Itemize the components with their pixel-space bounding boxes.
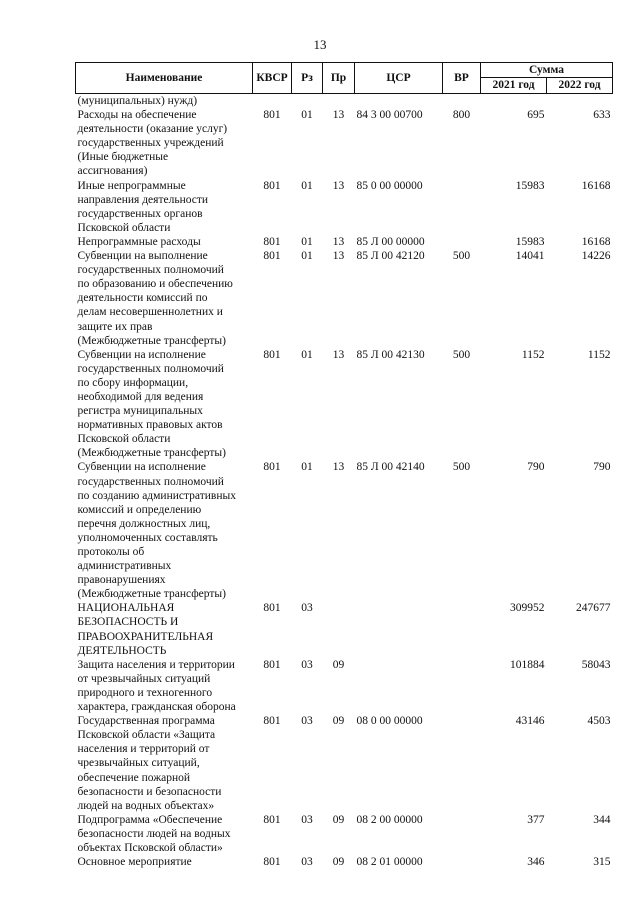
row-name-line: деятельности комиссий по <box>77 292 208 305</box>
row-vr: 500 <box>452 250 471 263</box>
row-name-line: необходимой для ведения <box>77 390 204 403</box>
table-body <box>76 94 613 870</box>
row-sum-2021: 790 <box>527 461 545 474</box>
row-name-line: характера, гражданская оборона <box>77 701 236 714</box>
header-vr: ВР <box>443 63 481 94</box>
row-vr <box>443 179 481 235</box>
header-pr: Пр <box>323 63 355 94</box>
row-rz: 01 <box>301 250 313 263</box>
header-csr: ЦСР <box>355 63 443 94</box>
table-row <box>76 855 613 869</box>
row-vr <box>443 855 481 869</box>
header-rz: Рз <box>292 63 323 94</box>
row-name-line: нормативных правовых актов <box>77 419 223 432</box>
table-row <box>76 179 613 235</box>
row-name-line: государственных учреждений <box>77 137 224 150</box>
table-row <box>76 658 613 714</box>
row-vr <box>443 601 481 657</box>
row-name-line: перечня должностных лиц, <box>77 517 211 530</box>
row-name-line: от чрезвычайных ситуаций <box>77 672 211 685</box>
row-name-line: (Межбюджетные трансферты) <box>77 588 226 601</box>
row-name <box>76 813 253 855</box>
row-csr <box>355 658 443 714</box>
row-vr <box>443 658 481 714</box>
row-name <box>76 235 253 249</box>
row-pr <box>323 601 355 657</box>
row-sum-2021: 695 <box>527 109 545 122</box>
row-csr: 85 Л 00 42120 <box>356 250 425 263</box>
row-sum-2021: 14041 <box>515 250 545 263</box>
row-name-line: Подпрограмма «Обеспечение <box>77 813 223 826</box>
row-vr <box>443 235 481 249</box>
row-rz: 03 <box>301 813 313 826</box>
row-vr: 500 <box>452 461 471 474</box>
row-name-line: Субвенции на исполнение <box>77 461 206 474</box>
header-sum: Сумма <box>481 63 613 78</box>
row-sum-2021: 15983 <box>515 235 545 248</box>
row-name-line: Псковской области <box>77 433 171 446</box>
row-csr <box>355 94 443 109</box>
row-name-line: БЕЗОПАСНОСТЬ И <box>77 616 179 629</box>
row-csr: 08 0 00 00000 <box>356 715 423 728</box>
row-name-line: безопасности и безопасности <box>77 785 222 798</box>
row-name-line: Защита населения и территории <box>77 658 235 671</box>
row-rz: 03 <box>301 715 313 728</box>
header-year-2022: 2022 год <box>547 78 613 94</box>
row-sum-2022: 633 <box>593 109 611 122</box>
row-name-line: протоколы об <box>77 546 145 558</box>
row-name-line: государственных полномочий <box>77 362 224 375</box>
row-sum-2021: 15983 <box>515 179 545 192</box>
row-name-line: по созданию административных <box>77 489 236 502</box>
row-sum-2022: 58043 <box>581 658 611 671</box>
row-rz <box>292 94 323 109</box>
row-sum-2022: 315 <box>593 856 611 869</box>
table-row <box>76 714 613 813</box>
row-name <box>76 601 253 657</box>
row-kvsr: 801 <box>263 109 281 122</box>
table-row <box>76 108 613 178</box>
row-pr: 13 <box>332 461 345 474</box>
row-csr: 85 Л 00 42130 <box>356 348 425 361</box>
row-kvsr: 801 <box>263 348 281 361</box>
row-kvsr: 801 <box>263 235 281 248</box>
row-name-line: регистра муниципальных <box>77 405 203 418</box>
row-name-line: безопасности людей на водных <box>77 827 231 840</box>
row-name <box>76 714 253 813</box>
row-name-line: Субвенции на выполнение <box>77 250 208 263</box>
row-vr <box>443 813 481 855</box>
row-pr: 13 <box>332 348 345 361</box>
row-rz: 03 <box>301 602 313 615</box>
row-name <box>76 460 253 601</box>
row-sum-2022: 16168 <box>581 235 611 248</box>
row-vr: 500 <box>452 348 471 361</box>
row-name-line: правонарушениях <box>77 574 166 587</box>
table-row <box>76 94 613 109</box>
row-kvsr: 801 <box>263 250 281 263</box>
row-csr: 85 0 00 00000 <box>356 179 423 192</box>
row-name-line: (муниципальных) нужд) <box>77 95 198 107</box>
row-pr: 09 <box>332 813 345 826</box>
row-vr <box>443 94 481 109</box>
row-name-line: людей на водных объектах» <box>77 799 215 812</box>
row-csr: 85 Л 00 00000 <box>356 235 425 248</box>
row-vr <box>443 714 481 813</box>
row-name-line: государственных полномочий <box>77 264 224 277</box>
row-sum-2022 <box>547 94 613 109</box>
row-name-line: по сбору информации, <box>77 376 189 389</box>
row-name-line: обеспечение пожарной <box>77 771 191 784</box>
row-sum-2021: 309952 <box>510 602 545 615</box>
row-name-line: защите их прав <box>77 320 153 333</box>
budget-table <box>75 62 613 869</box>
row-name-line: Непрограммные расходы <box>77 235 201 248</box>
row-kvsr: 801 <box>263 658 281 671</box>
row-sum-2022: 1152 <box>587 348 611 361</box>
table-row <box>76 601 613 657</box>
row-kvsr: 801 <box>263 715 281 728</box>
row-name-line: Иные непрограммные <box>77 179 186 192</box>
row-rz: 03 <box>301 658 313 671</box>
row-csr: 08 2 00 00000 <box>356 813 423 826</box>
row-rz: 01 <box>301 461 313 474</box>
row-name-line: (Иные бюджетные <box>77 151 169 164</box>
table-row <box>76 460 613 601</box>
row-kvsr <box>253 94 292 109</box>
row-name-line: направления деятельности <box>77 193 209 206</box>
row-name-line: (Межбюджетные трансферты) <box>77 334 226 347</box>
row-name-line: государственных полномочий <box>77 475 224 488</box>
row-sum-2022: 247677 <box>576 602 611 615</box>
row-name-line: государственных органов <box>77 207 203 220</box>
row-sum-2021 <box>481 94 547 109</box>
table-row <box>76 235 613 249</box>
row-sum-2022: 790 <box>593 461 611 474</box>
table-row <box>76 813 613 855</box>
row-name <box>76 179 253 235</box>
header-name: Наименование <box>76 63 253 94</box>
row-name-line: Расходы на обеспечение <box>77 109 197 122</box>
row-sum-2022: 4503 <box>587 715 611 728</box>
page-number: 13 <box>313 37 327 52</box>
row-pr: 09 <box>332 715 345 728</box>
row-vr: 800 <box>452 109 471 122</box>
row-name-line: ПРАВООХРАНИТЕЛЬНАЯ <box>77 630 214 643</box>
row-rz: 01 <box>301 235 313 248</box>
header-year-2021: 2021 год <box>481 78 547 94</box>
row-name-line: по образованию и обеспечению <box>77 278 233 291</box>
row-pr: 09 <box>332 658 345 671</box>
row-name-line: Государственная программа <box>77 715 215 728</box>
row-name-line: ДЕЯТЕЛЬНОСТЬ <box>77 644 167 657</box>
row-csr: 08 2 01 00000 <box>356 856 423 869</box>
row-name-line: административных <box>77 560 172 573</box>
row-pr: 13 <box>332 235 345 248</box>
row-rz: 01 <box>301 348 313 361</box>
row-name-line: делам несовершеннолетних и <box>77 306 223 319</box>
row-name <box>76 658 253 714</box>
row-name <box>76 108 253 178</box>
row-name-line: ассигнования) <box>77 165 148 178</box>
row-sum-2022: 14226 <box>581 250 611 263</box>
row-rz: 01 <box>301 179 313 192</box>
row-kvsr: 801 <box>263 813 281 826</box>
table-row <box>76 348 613 461</box>
row-name-line: Субвенции на исполнение <box>77 348 206 361</box>
row-name-line: деятельности (оказание услуг) <box>77 123 228 136</box>
table-row <box>76 249 613 348</box>
row-name-line: НАЦИОНАЛЬНАЯ <box>77 602 175 615</box>
row-csr: 84 3 00 00700 <box>356 109 423 122</box>
header-kvsr: КВСР <box>253 63 292 94</box>
row-sum-2021: 377 <box>527 813 545 826</box>
row-name <box>76 94 253 109</box>
row-pr: 13 <box>332 179 345 192</box>
row-name-line: (Межбюджетные трансферты) <box>77 447 226 460</box>
row-sum-2022: 344 <box>593 813 611 826</box>
row-name-line: населения и территорий от <box>77 743 210 756</box>
row-kvsr: 801 <box>263 179 281 192</box>
row-kvsr: 801 <box>263 461 281 474</box>
row-name-line: Основное мероприятие <box>77 856 192 869</box>
row-name-line: Псковской области <box>77 221 171 234</box>
row-name <box>76 249 253 348</box>
row-name-line: уполномоченных составлять <box>77 531 218 544</box>
row-pr <box>323 94 355 109</box>
row-pr: 09 <box>332 856 345 869</box>
row-name-line: Псковской области «Защита <box>77 729 216 742</box>
row-csr: 85 Л 00 42140 <box>356 461 425 474</box>
row-name-line: чрезвычайных ситуаций, <box>77 757 200 770</box>
row-kvsr: 801 <box>263 602 281 615</box>
row-name-line: природного и техногенного <box>77 686 213 699</box>
row-pr: 13 <box>332 250 345 263</box>
row-sum-2021: 1152 <box>521 348 545 361</box>
row-name <box>76 855 253 869</box>
row-rz: 01 <box>301 109 313 122</box>
row-sum-2022: 16168 <box>581 179 611 192</box>
row-name-line: объектах Псковской области» <box>77 841 223 854</box>
row-pr: 13 <box>332 109 345 122</box>
row-name-line: комиссий и определению <box>77 503 202 516</box>
row-rz: 03 <box>301 856 313 869</box>
row-sum-2021: 43146 <box>515 715 545 728</box>
row-name <box>76 348 253 461</box>
row-csr <box>355 601 443 657</box>
row-sum-2021: 346 <box>527 856 545 869</box>
row-sum-2021: 101884 <box>510 658 545 671</box>
row-kvsr: 801 <box>263 856 281 869</box>
